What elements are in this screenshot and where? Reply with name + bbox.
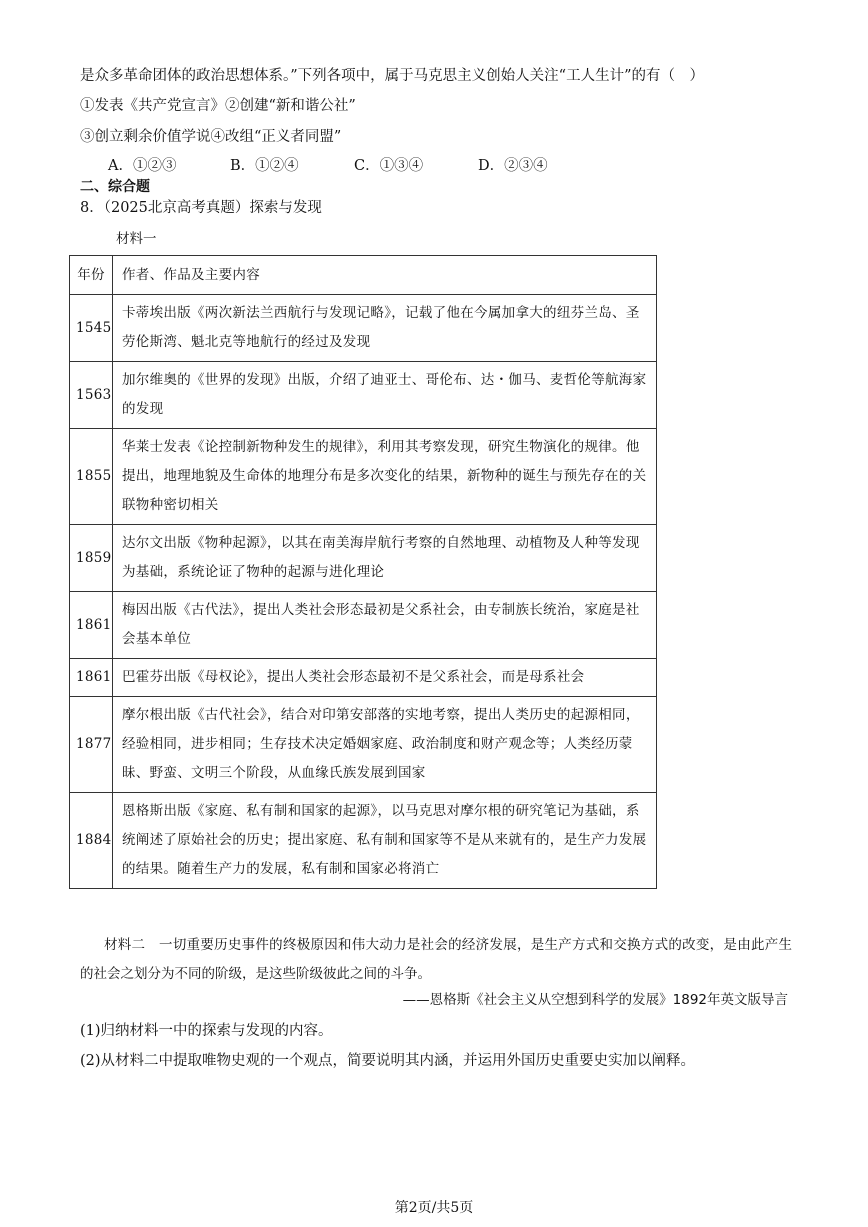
table-row <box>70 362 657 429</box>
row-year: 1545 <box>70 295 113 362</box>
row-content: 卡蒂埃出版《两次新法兰西航行与发现记略》，记载了他在今属加拿大的纽芬兰岛、圣劳伦斯湾、魁北克等地航行的经过及发现 <box>113 295 657 362</box>
material1-table <box>69 255 657 889</box>
row-year: 1877 <box>70 697 113 793</box>
header-content: 作者、作品及主要内容 <box>113 256 657 295</box>
option-c: C．①③④ <box>354 158 424 174</box>
row-content: 达尔文出版《物种起源》，以其在南美海岸航行考察的自然地理、动植物及人种等发现为基础，系统论证了物种的起源与进化理论 <box>113 525 657 592</box>
question7-stem-tail: 是众多革命团体的政治思想体系。”下列各项中，属于马克思主义创始人关注“工人生计”的有（ ） <box>80 68 704 84</box>
material2-text: 材料二 一切重要历史事件的终极原因和伟大动力是社会的经济发展，是生产方式和交换方式的改变，是由此产生的社会之划分为不同的阶级，是这些阶级彼此之间的斗争。 <box>80 937 792 982</box>
question7-options <box>108 156 548 176</box>
question7-items-line2: ③创立剩余价值学说④改组“正义者同盟” <box>80 129 342 145</box>
table-row <box>70 659 657 697</box>
row-year: 1884 <box>70 793 113 889</box>
option-b: B．①②④ <box>230 158 299 174</box>
sub-question-2: (2)从材料二中提取唯物史观的一个观点，简要说明其内涵，并运用外国历史重要史实加以阐释。 <box>80 1053 696 1069</box>
page-footer: 第2页/共5页 <box>394 1200 474 1216</box>
option-a: A．①②③ <box>108 158 177 174</box>
sub-question-1: (1)归纳材料一中的探索与发现的内容。 <box>80 1023 333 1039</box>
row-year: 1859 <box>70 525 113 592</box>
row-year: 1855 <box>70 429 113 525</box>
option-d: D．②③④ <box>478 158 548 174</box>
table-row <box>70 592 657 659</box>
row-year: 1563 <box>70 362 113 429</box>
table-row <box>70 697 657 793</box>
table-header-row <box>70 256 657 295</box>
row-content: 巴霍芬出版《母权论》，提出人类社会形态最初不是父系社会，而是母系社会 <box>113 659 657 697</box>
table-row <box>70 295 657 362</box>
section-title: 二、综合题 <box>80 179 150 195</box>
table-row <box>70 429 657 525</box>
material1-label: 材料一 <box>116 231 157 247</box>
row-content: 摩尔根出版《古代社会》，结合对印第安部落的实地考察，提出人类历史的起源相同，经验相同，进步相同；生存技术决定婚姻家庭、政治制度和财产观念等；人类经历蒙昧、野蛮、文明三个阶段，从血缘氏族发展到国家 <box>113 697 657 793</box>
header-year: 年份 <box>70 256 113 295</box>
question8-heading: 8．（2025北京高考真题）探索与发现 <box>80 200 322 216</box>
row-content: 梅因出版《古代法》，提出人类社会形态最初是父系社会，由专制族长统治，家庭是社会基本单位 <box>113 592 657 659</box>
row-content: 加尔维奥的《世界的发现》出版，介绍了迪亚士、哥伦布、达・伽马、麦哲伦等航海家的发现 <box>113 362 657 429</box>
material2-source: ——恩格斯《社会主义从空想到科学的发展》1892年英文版导言 <box>402 992 788 1008</box>
question7-items-line1: ①发表《共产党宣言》②创建“新和谐公社” <box>80 98 356 114</box>
row-year: 1861 <box>70 592 113 659</box>
row-content: 华莱士发表《论控制新物种发生的规律》，利用其考察发现，研究生物演化的规律。他提出，地理地貌及生命体的地理分布是多次变化的结果，新物种的诞生与预先存在的关联物种密切相关 <box>113 429 657 525</box>
table-row <box>70 525 657 592</box>
row-year: 1861 <box>70 659 113 697</box>
row-content: 恩格斯出版《家庭、私有制和国家的起源》，以马克思对摩尔根的研究笔记为基础，系统阐述了原始社会的历史；提出家庭、私有制和国家等不是从来就有的，是生产力发展的结果。随着生产力的发展，私有制和国家必将消亡 <box>113 793 657 889</box>
table-row <box>70 793 657 889</box>
